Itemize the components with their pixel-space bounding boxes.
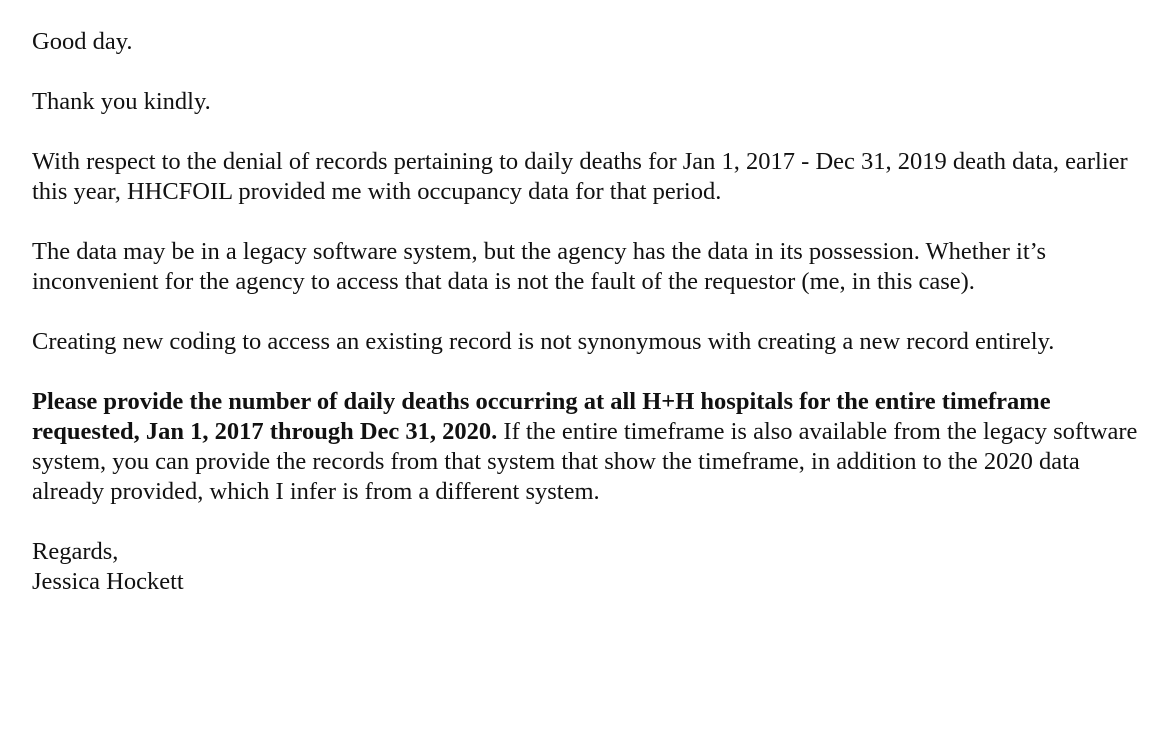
legacy-system-paragraph: The data may be in a legacy software system, but the agency has the data in its possession. Whether it’s inconvenient for the agency to access that data is not the fault of the requestor (me, in this case). [32, 238, 1046, 295]
request-paragraph [32, 387, 1146, 507]
request-rest-text: If the entire timeframe is also available from the legacy software system, you can provide the records from that system that show the timeframe, in addition to the 2020 data already provided, which I infer is from a different system. [32, 418, 1138, 505]
signature-name: Jessica Hockett [32, 568, 184, 595]
greeting-line: Good day. [32, 28, 133, 55]
thanks-line: Thank you kindly. [32, 88, 211, 115]
closing-line: Regards, [32, 538, 119, 565]
denial-paragraph: With respect to the denial of records pertaining to daily deaths for Jan 1, 2017 - Dec 31, 2019 death data, earlier this year, HHCFOIL provided me with occupancy data for that period. [32, 148, 1128, 205]
new-coding-paragraph: Creating new coding to access an existing record is not synonymous with creating a new record entirely. [32, 328, 1055, 355]
request-bold-text: Please provide the number of daily deaths occurring at all H+H hospitals for the entire timeframe requested, Jan 1, 2017 through Dec 31, 2020. [32, 388, 1051, 445]
